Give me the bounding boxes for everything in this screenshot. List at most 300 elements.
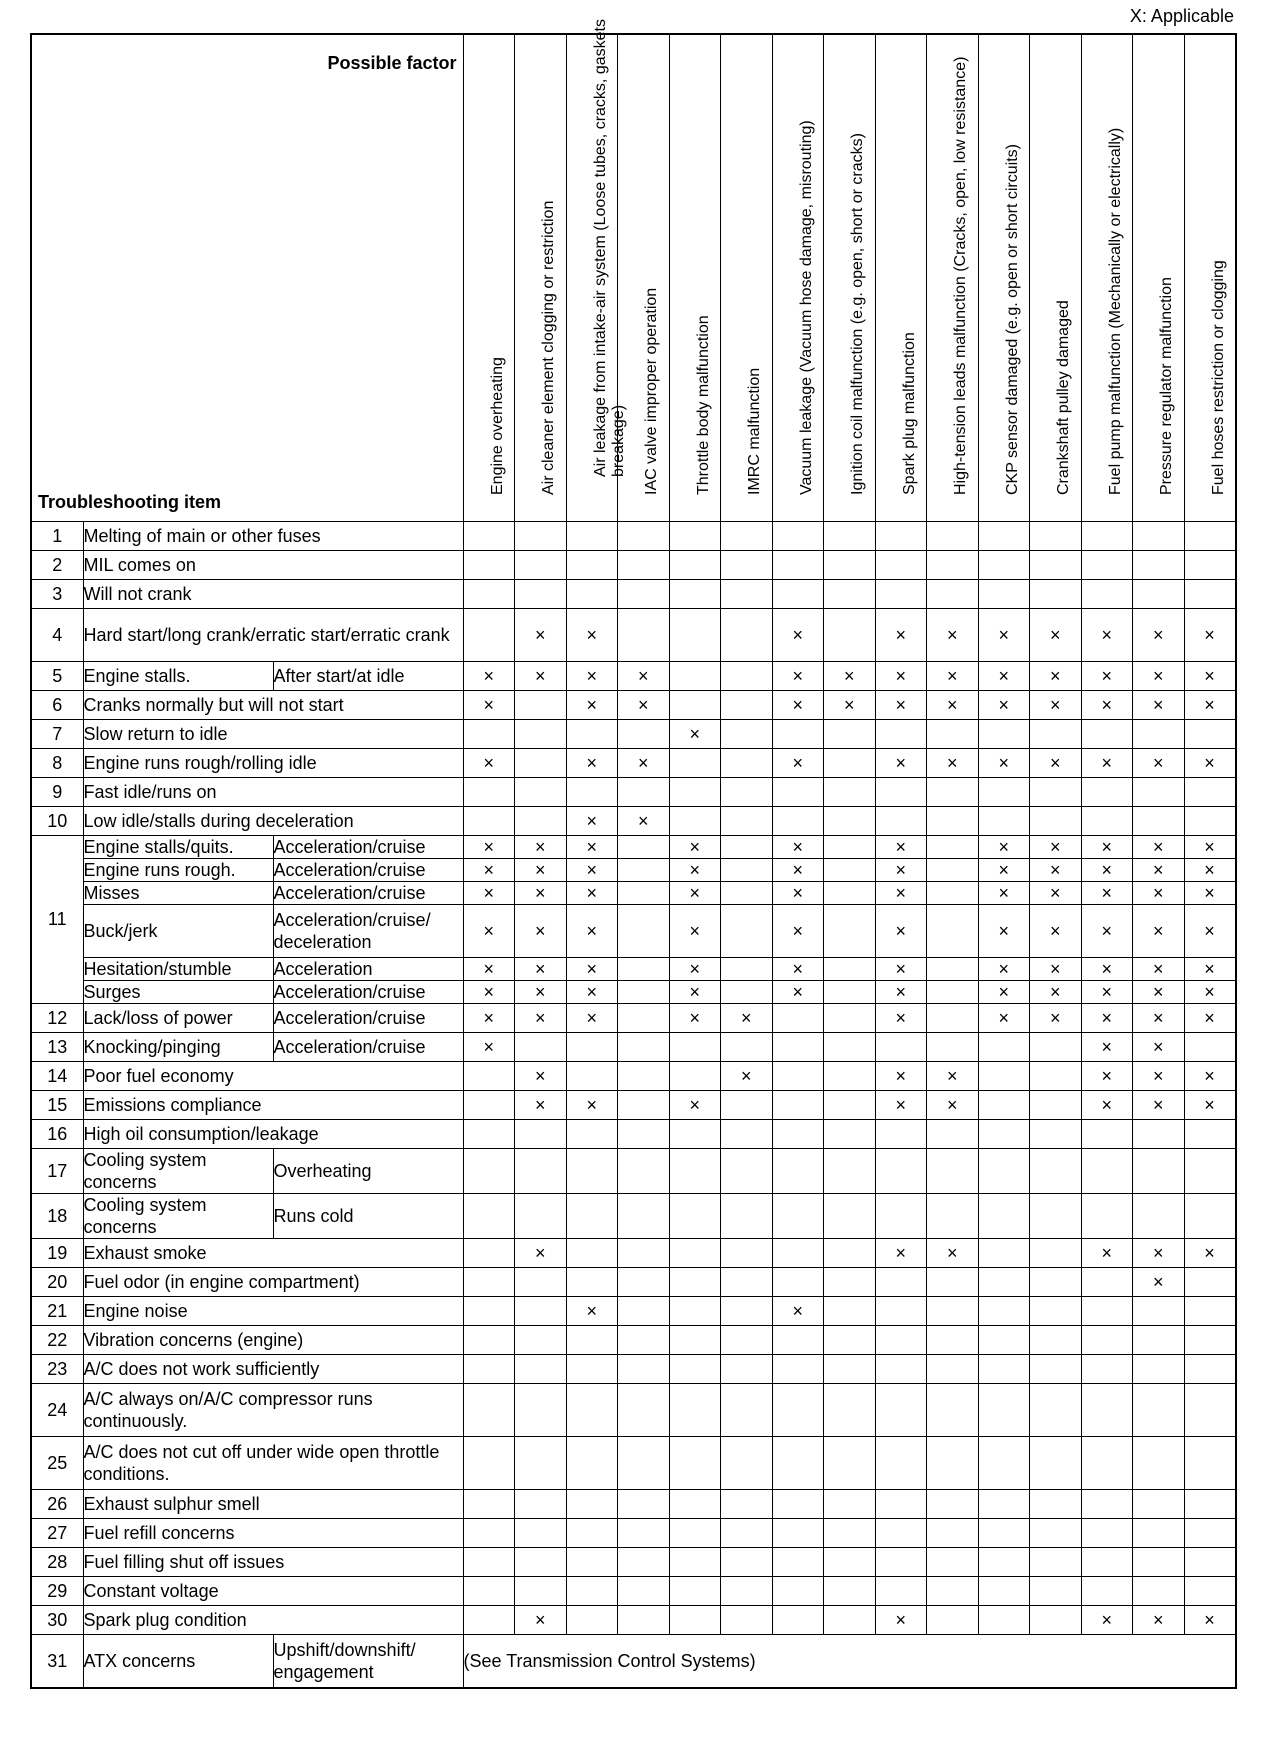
factor-cell: [772, 1326, 824, 1355]
factor-cell: [875, 551, 927, 580]
item-label: Fuel refill concerns: [83, 1519, 463, 1548]
applicable-mark: ×: [463, 882, 515, 905]
last-row-item: ATX concerns: [83, 1635, 273, 1689]
factor-cell: [463, 1120, 515, 1149]
factor-cell: [463, 1548, 515, 1577]
factor-cell: [515, 1577, 567, 1606]
row-number: 18: [31, 1194, 83, 1239]
factor-cell: [1081, 1297, 1133, 1326]
item-label: Fast idle/runs on: [83, 778, 463, 807]
table-row: [31, 981, 1236, 1004]
table-row: [31, 807, 1236, 836]
item-label: Cranks normally but will not start: [83, 691, 463, 720]
row-number: 12: [31, 1004, 83, 1033]
factor-cell: [566, 778, 618, 807]
applicable-mark: ×: [463, 749, 515, 778]
applicable-mark: ×: [515, 958, 567, 981]
item-label: Low idle/stalls during deceleration: [83, 807, 463, 836]
factor-cell: [669, 1548, 721, 1577]
applicable-mark: ×: [1081, 1033, 1133, 1062]
applicable-mark: ×: [1184, 1062, 1236, 1091]
factor-cell: [618, 1355, 670, 1384]
factor-cell: [1133, 580, 1185, 609]
factor-label: Fuel pump malfunction (Mechanically or electrically): [1106, 127, 1124, 495]
factor-cell: [721, 691, 773, 720]
factor-cell: [1184, 522, 1236, 551]
factor-cell: [824, 778, 876, 807]
table-row: [31, 1149, 1236, 1194]
applicable-mark: ×: [669, 1091, 721, 1120]
factor-cell: [927, 1548, 979, 1577]
factor-cell: [772, 1194, 824, 1239]
factor-cell: [618, 1120, 670, 1149]
factor-cell: [875, 1577, 927, 1606]
factor-cell: [824, 1194, 876, 1239]
item-label: Lack/loss of power: [83, 1004, 273, 1033]
applicable-mark: ×: [669, 958, 721, 981]
factor-cell: [1081, 1120, 1133, 1149]
factor-cell: [978, 1091, 1030, 1120]
factor-cell: [978, 580, 1030, 609]
factor-cell: [772, 551, 824, 580]
factor-cell: [1184, 778, 1236, 807]
factor-cell: [515, 1033, 567, 1062]
item-label: Knocking/pinging: [83, 1033, 273, 1062]
factor-cell: [721, 981, 773, 1004]
factor-cell: [721, 1120, 773, 1149]
factor-cell: [1030, 720, 1082, 749]
applicable-mark: ×: [1081, 905, 1133, 958]
possible-factor-label: Possible factor: [327, 53, 457, 73]
factor-header: [515, 34, 567, 522]
row-number: 6: [31, 691, 83, 720]
factor-cell: [721, 662, 773, 691]
factor-cell: [566, 1120, 618, 1149]
table-row: [31, 1194, 1236, 1239]
applicable-mark: ×: [978, 749, 1030, 778]
factor-header: [1133, 34, 1185, 522]
factor-cell: [721, 958, 773, 981]
table-row: [31, 1239, 1236, 1268]
factor-cell: [463, 1577, 515, 1606]
factor-cell: [721, 1091, 773, 1120]
factor-cell: [1081, 778, 1133, 807]
applicable-mark: ×: [1081, 1239, 1133, 1268]
factor-cell: [669, 1120, 721, 1149]
factor-cell: [463, 522, 515, 551]
item-label: Exhaust smoke: [83, 1239, 463, 1268]
applicable-mark: ×: [1133, 981, 1185, 1004]
factor-cell: [875, 1490, 927, 1519]
factor-cell: [618, 836, 670, 859]
factor-cell: [721, 1149, 773, 1194]
factor-cell: [618, 859, 670, 882]
factor-cell: [618, 720, 670, 749]
factor-cell: [772, 1033, 824, 1062]
factor-label: Crankshaft pulley damaged: [1055, 300, 1073, 495]
item-label: Exhaust sulphur smell: [83, 1490, 463, 1519]
factor-cell: [824, 981, 876, 1004]
table-row: [31, 691, 1236, 720]
factor-cell: [772, 1062, 824, 1091]
factor-cell: [1184, 1519, 1236, 1548]
factor-cell: [515, 1297, 567, 1326]
applicable-mark: ×: [772, 958, 824, 981]
condition-label: Acceleration/cruise/ deceleration: [273, 905, 463, 958]
factor-cell: [618, 1606, 670, 1635]
factor-cell: [1184, 1297, 1236, 1326]
factor-cell: [1030, 1384, 1082, 1437]
header-corner: [31, 34, 463, 522]
applicable-mark: ×: [618, 691, 670, 720]
factor-cell: [1081, 1548, 1133, 1577]
item-label: Engine runs rough/rolling idle: [83, 749, 463, 778]
applicable-mark: ×: [1081, 958, 1133, 981]
factor-cell: [927, 1437, 979, 1490]
applicable-mark: ×: [1133, 958, 1185, 981]
factor-cell: [1133, 1384, 1185, 1437]
factor-cell: [875, 1437, 927, 1490]
applicable-mark: ×: [927, 609, 979, 662]
factor-cell: [824, 1326, 876, 1355]
item-label: Misses: [83, 882, 273, 905]
factor-label: High-tension leads malfunction (Cracks, open, low resistance): [952, 56, 970, 495]
factor-cell: [721, 1437, 773, 1490]
factor-cell: [721, 882, 773, 905]
factor-cell: [721, 1239, 773, 1268]
factor-cell: [927, 1149, 979, 1194]
applicable-mark: ×: [1133, 1091, 1185, 1120]
factor-cell: [669, 662, 721, 691]
factor-cell: [978, 1033, 1030, 1062]
factor-cell: [463, 1519, 515, 1548]
table-row: [31, 609, 1236, 662]
table-row: [31, 1120, 1236, 1149]
applicable-mark: ×: [1133, 882, 1185, 905]
factor-cell: [566, 1355, 618, 1384]
factor-cell: [927, 1384, 979, 1437]
item-label: Poor fuel economy: [83, 1062, 463, 1091]
factor-cell: [927, 958, 979, 981]
applicable-mark: ×: [1133, 662, 1185, 691]
table-row: [31, 522, 1236, 551]
factor-cell: [1030, 1490, 1082, 1519]
factor-cell: [824, 807, 876, 836]
factor-cell: [1133, 720, 1185, 749]
factor-cell: [1030, 807, 1082, 836]
factor-cell: [515, 1437, 567, 1490]
factor-cell: [1133, 1297, 1185, 1326]
applicable-mark: ×: [566, 1004, 618, 1033]
row-number: 22: [31, 1326, 83, 1355]
factor-cell: [978, 1490, 1030, 1519]
factor-cell: [927, 720, 979, 749]
applicable-mark: ×: [463, 981, 515, 1004]
factor-cell: [824, 1490, 876, 1519]
factor-cell: [618, 1519, 670, 1548]
applicable-mark: ×: [669, 836, 721, 859]
item-label: Emissions compliance: [83, 1091, 463, 1120]
factor-cell: [875, 1033, 927, 1062]
item-label: MIL comes on: [83, 551, 463, 580]
factor-cell: [1133, 1355, 1185, 1384]
applicable-mark: ×: [875, 609, 927, 662]
factor-cell: [721, 1384, 773, 1437]
applicable-mark: ×: [566, 691, 618, 720]
applicable-mark: ×: [1184, 882, 1236, 905]
item-label: Slow return to idle: [83, 720, 463, 749]
factor-cell: [669, 1239, 721, 1268]
factor-cell: [618, 778, 670, 807]
factor-cell: [1081, 1437, 1133, 1490]
factor-cell: [618, 1239, 670, 1268]
factor-cell: [1184, 807, 1236, 836]
applicable-mark: ×: [566, 1091, 618, 1120]
applicable-mark: ×: [1081, 691, 1133, 720]
factor-cell: [515, 580, 567, 609]
row-number: 23: [31, 1355, 83, 1384]
factor-cell: [463, 609, 515, 662]
factor-cell: [1184, 1355, 1236, 1384]
factor-cell: [772, 1149, 824, 1194]
factor-cell: [515, 720, 567, 749]
item-label: A/C does not work sufficiently: [83, 1355, 463, 1384]
factor-cell: [1030, 1268, 1082, 1297]
factor-cell: [824, 1548, 876, 1577]
applicable-mark: ×: [669, 981, 721, 1004]
factor-label: Ignition coil malfunction (e.g. open, short or cracks): [849, 133, 867, 495]
factor-cell: [875, 1297, 927, 1326]
applicable-mark: ×: [515, 1606, 567, 1635]
applicable-mark: ×: [1184, 1606, 1236, 1635]
table-row: [31, 1548, 1236, 1577]
applicable-mark: ×: [1184, 749, 1236, 778]
applicable-mark: ×: [772, 882, 824, 905]
troubleshooting-table: [30, 19, 1237, 1689]
factor-header: [824, 34, 876, 522]
factor-cell: [1081, 720, 1133, 749]
factor-cell: [978, 1297, 1030, 1326]
factor-cell: [1030, 1519, 1082, 1548]
factor-cell: [618, 958, 670, 981]
factor-cell: [721, 551, 773, 580]
factor-cell: [566, 1194, 618, 1239]
applicable-mark: ×: [515, 609, 567, 662]
factor-cell: [721, 1194, 773, 1239]
factor-cell: [1030, 1606, 1082, 1635]
row-number: 3: [31, 580, 83, 609]
applicable-mark: ×: [772, 981, 824, 1004]
item-label: High oil consumption/leakage: [83, 1120, 463, 1149]
applicable-mark: ×: [875, 905, 927, 958]
applicable-mark: ×: [1081, 882, 1133, 905]
applicable-mark: ×: [1081, 981, 1133, 1004]
applicable-mark: ×: [978, 905, 1030, 958]
condition-label: Acceleration/cruise: [273, 882, 463, 905]
factor-cell: [515, 522, 567, 551]
condition-label: Overheating: [273, 1149, 463, 1194]
factor-cell: [463, 1355, 515, 1384]
factor-cell: [566, 580, 618, 609]
factor-cell: [1184, 1268, 1236, 1297]
factor-cell: [875, 720, 927, 749]
applicable-mark: ×: [772, 662, 824, 691]
applicable-mark: ×: [566, 836, 618, 859]
factor-cell: [772, 1437, 824, 1490]
factor-cell: [1133, 551, 1185, 580]
row-number: 28: [31, 1548, 83, 1577]
factor-cell: [721, 1297, 773, 1326]
factor-cell: [1030, 778, 1082, 807]
applicable-mark: ×: [1081, 836, 1133, 859]
factor-cell: [669, 1297, 721, 1326]
factor-header: [978, 34, 1030, 522]
factor-cell: [515, 1149, 567, 1194]
table-row: [31, 749, 1236, 778]
factor-cell: [875, 1548, 927, 1577]
applicable-mark: ×: [772, 609, 824, 662]
factor-header: [927, 34, 979, 522]
factor-cell: [875, 1326, 927, 1355]
applicable-mark: ×: [463, 905, 515, 958]
factor-cell: [566, 551, 618, 580]
applicable-mark: ×: [721, 1062, 773, 1091]
applicable-mark: ×: [978, 859, 1030, 882]
applicable-mark: ×: [772, 859, 824, 882]
applicable-mark: ×: [1184, 662, 1236, 691]
factor-header: [618, 34, 670, 522]
factor-cell: [515, 1519, 567, 1548]
factor-cell: [1133, 1437, 1185, 1490]
factor-cell: [824, 1577, 876, 1606]
factor-cell: [1030, 1194, 1082, 1239]
applicable-mark: ×: [1184, 958, 1236, 981]
table-row: [31, 580, 1236, 609]
factor-cell: [824, 1062, 876, 1091]
applicable-mark: ×: [875, 859, 927, 882]
factor-cell: [824, 609, 876, 662]
applicable-mark: ×: [1133, 749, 1185, 778]
factor-cell: [824, 1606, 876, 1635]
table-row: [31, 1384, 1236, 1437]
factor-cell: [927, 1519, 979, 1548]
last-row-condition: Upshift/downshift/ engagement: [273, 1635, 463, 1689]
table-row: [31, 1577, 1236, 1606]
factor-cell: [1133, 1194, 1185, 1239]
applicable-mark: ×: [566, 859, 618, 882]
factor-cell: [978, 807, 1030, 836]
factor-cell: [1030, 1033, 1082, 1062]
factor-cell: [721, 609, 773, 662]
factor-cell: [772, 778, 824, 807]
factor-cell: [1030, 1326, 1082, 1355]
table-row: [31, 1635, 1236, 1689]
factor-cell: [824, 749, 876, 778]
condition-label: Acceleration/cruise: [273, 836, 463, 859]
applicable-mark: ×: [875, 882, 927, 905]
applicable-mark: ×: [515, 1062, 567, 1091]
applicable-mark: ×: [1184, 859, 1236, 882]
factor-cell: [566, 1062, 618, 1091]
factor-cell: [669, 1577, 721, 1606]
row-number: 2: [31, 551, 83, 580]
factor-cell: [618, 551, 670, 580]
row-number: 4: [31, 609, 83, 662]
applicable-mark: ×: [566, 662, 618, 691]
item-label: Melting of main or other fuses: [83, 522, 463, 551]
factor-label: Air leakage from intake-air system (Loose tubes, cracks, gaskets breakage): [591, 19, 627, 477]
factor-cell: [927, 1355, 979, 1384]
applicable-mark: ×: [618, 749, 670, 778]
factor-cell: [721, 1606, 773, 1635]
factor-cell: [1184, 1384, 1236, 1437]
factor-cell: [875, 522, 927, 551]
factor-cell: [772, 720, 824, 749]
factor-cell: [824, 1519, 876, 1548]
factor-header: [566, 19, 627, 522]
factor-cell: [978, 1548, 1030, 1577]
factor-cell: [463, 1297, 515, 1326]
applicable-mark: ×: [927, 691, 979, 720]
factor-cell: [618, 1062, 670, 1091]
applicable-mark: ×: [566, 807, 618, 836]
factor-cell: [669, 1268, 721, 1297]
applicable-mark: ×: [1133, 609, 1185, 662]
factor-cell: [978, 1268, 1030, 1297]
applicable-mark: ×: [463, 836, 515, 859]
factor-cell: [1184, 720, 1236, 749]
factor-cell: [566, 1239, 618, 1268]
factor-cell: [824, 905, 876, 958]
applicable-mark: ×: [1081, 859, 1133, 882]
factor-cell: [1184, 1490, 1236, 1519]
factor-cell: [515, 1490, 567, 1519]
troubleshooting-item-label: Troubleshooting item: [38, 492, 221, 512]
applicable-mark: ×: [978, 662, 1030, 691]
factor-header: [772, 34, 824, 522]
factor-cell: [772, 1490, 824, 1519]
row-number: 24: [31, 1384, 83, 1437]
factor-cell: [978, 720, 1030, 749]
factor-cell: [1081, 522, 1133, 551]
factor-cell: [618, 1091, 670, 1120]
factor-cell: [566, 1326, 618, 1355]
factor-label: Engine overheating: [488, 357, 506, 495]
applicable-mark: ×: [875, 1091, 927, 1120]
factor-cell: [824, 1149, 876, 1194]
factor-cell: [772, 522, 824, 551]
factor-cell: [669, 778, 721, 807]
applicable-mark: ×: [1184, 609, 1236, 662]
factor-cell: [772, 1519, 824, 1548]
applicable-mark: ×: [1030, 905, 1082, 958]
applicable-mark: ×: [515, 905, 567, 958]
applicable-mark: ×: [669, 859, 721, 882]
factor-cell: [463, 1239, 515, 1268]
factor-cell: [772, 1120, 824, 1149]
factor-cell: [1081, 1384, 1133, 1437]
item-label: A/C does not cut off under wide open throttle conditions.: [83, 1437, 463, 1490]
table-row: [31, 859, 1236, 882]
factor-cell: [1081, 1268, 1133, 1297]
factor-cell: [978, 1355, 1030, 1384]
applicable-mark: ×: [1081, 662, 1133, 691]
factor-cell: [824, 882, 876, 905]
see-transmission-note: (See Transmission Control Systems): [463, 1635, 1236, 1689]
factor-cell: [772, 1239, 824, 1268]
factor-cell: [1030, 1577, 1082, 1606]
factor-cell: [824, 1297, 876, 1326]
